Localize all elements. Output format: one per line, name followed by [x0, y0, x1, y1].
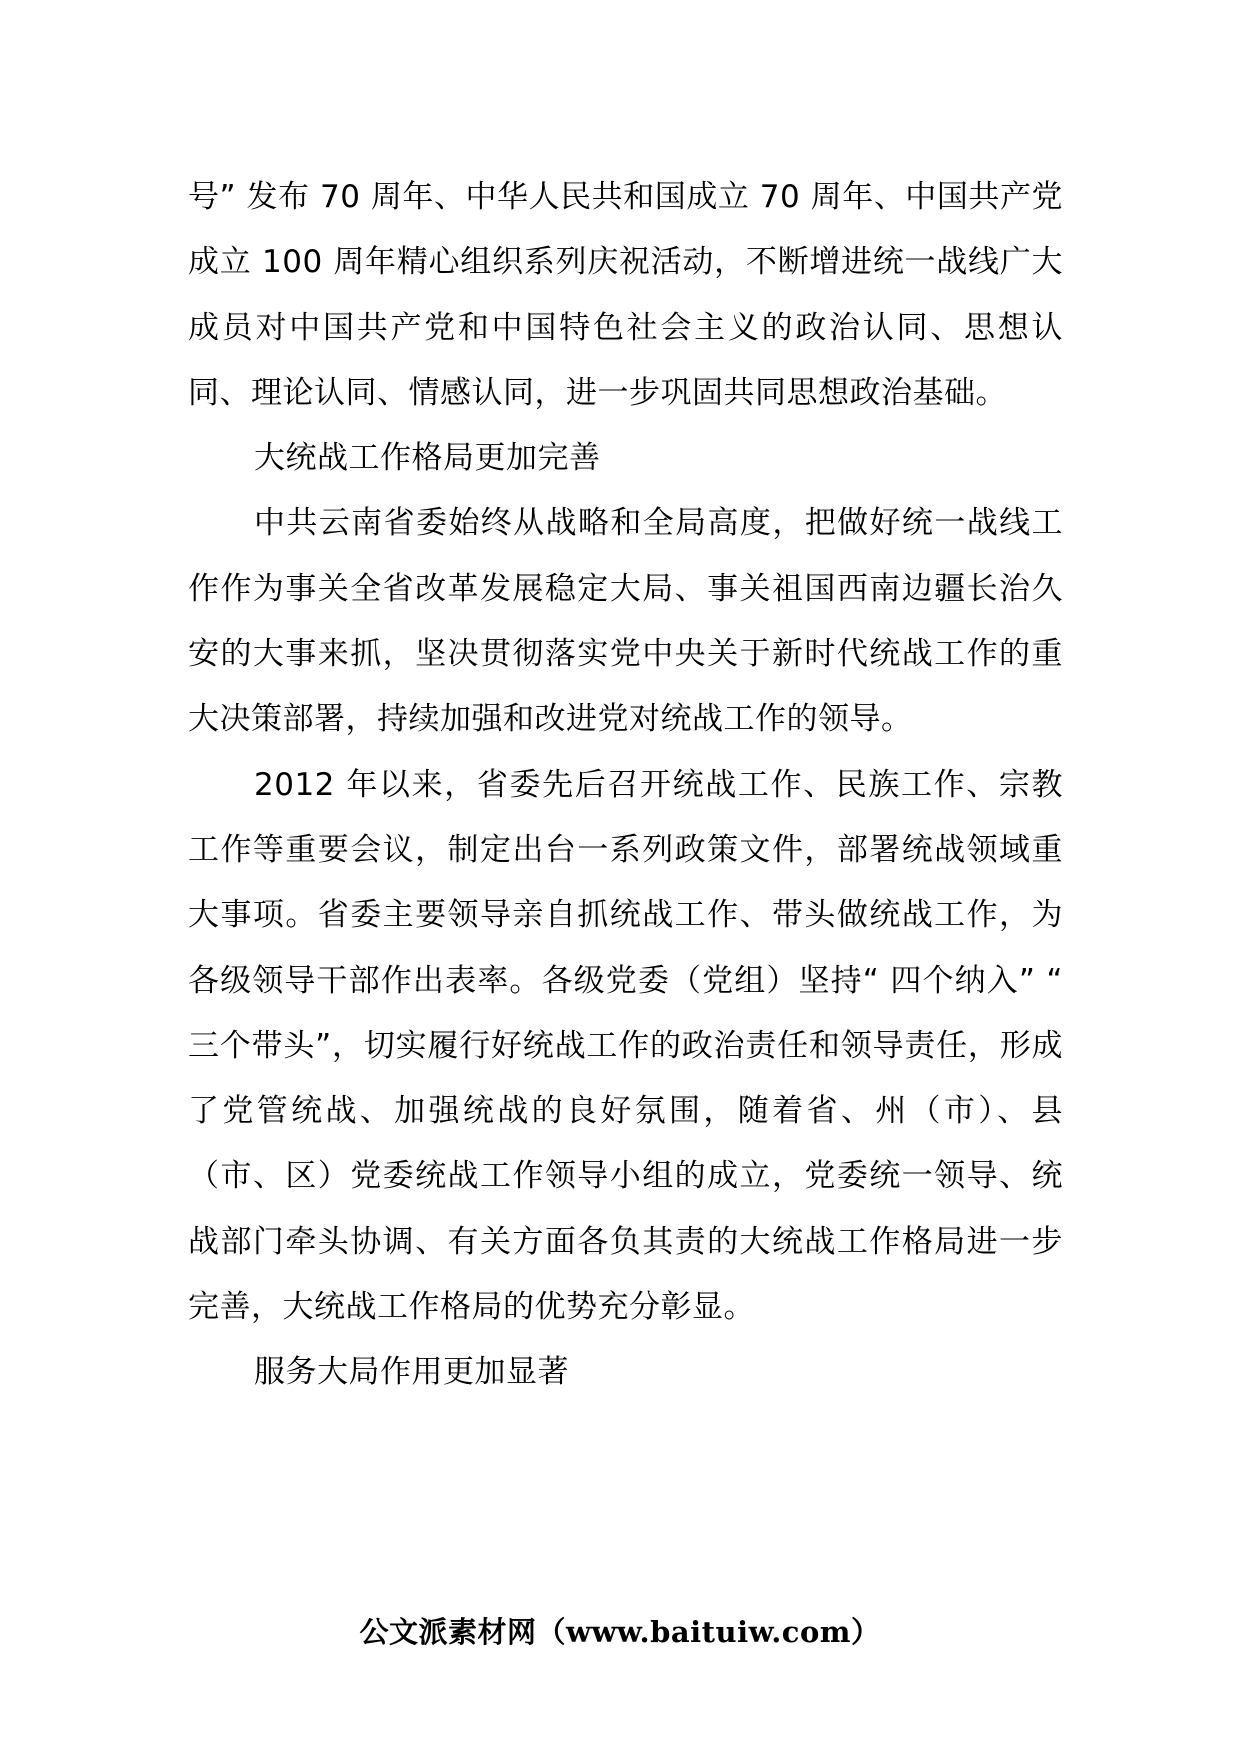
paragraph-provincial-committee: 中共云南省委始终从战略和全局高度，把做好统一战线工作作为事关全省改革发展稳定大局、事关祖国西南边疆长治久安的大事来抓，坚决贯彻落实党中央关于新时代统战工作的重大决策部署，持续加强和改进党对统战工作的领导。: [188, 505, 1063, 738]
paragraph-since-2012: 2012 年以来，省委先后召开统战工作、民族工作、宗教工作等重要会议，制定出台一系列政策文件，部署统战领域重大事项。省委主要领导亲自抓统战工作、带头做统战工作，为各级领导干部作出表率。各级党委（党组）坚持“ 四个纳入” “ 三个带头”，切实履行好统战工作的政治责任和领导责任，形成了党管统战、加强统战的良好氛围，随着省、州（市）、县（市、区）党委统战工作领导小组的成立，党委统一领导、统战部门牵头协调、有关方面各负其责的大统战工作格局进一步完善，大统战工作格局的优势充分彰显。: [188, 766, 1063, 1326]
section-heading-serve-overall: 服务大局作用更加显著: [254, 1354, 569, 1391]
document-body: [188, 165, 1063, 1406]
section-heading-united-front-pattern: 大统战工作格局更加完善: [254, 440, 601, 477]
footer-watermark: 公文派素材网（www.baituiw.com）: [359, 1615, 881, 1649]
paragraph-continuation: 号” 发布 70 周年、中华人民共和国成立 70 周年、中国共产党成立 100 周年精心组织系列庆祝活动，不断增进统一战线广大成员对中国共产党和中国特色社会主义的政治认同、思想认同、理论认同、情感认同，进一步巩固共同思想政治基础。: [188, 179, 1063, 411]
